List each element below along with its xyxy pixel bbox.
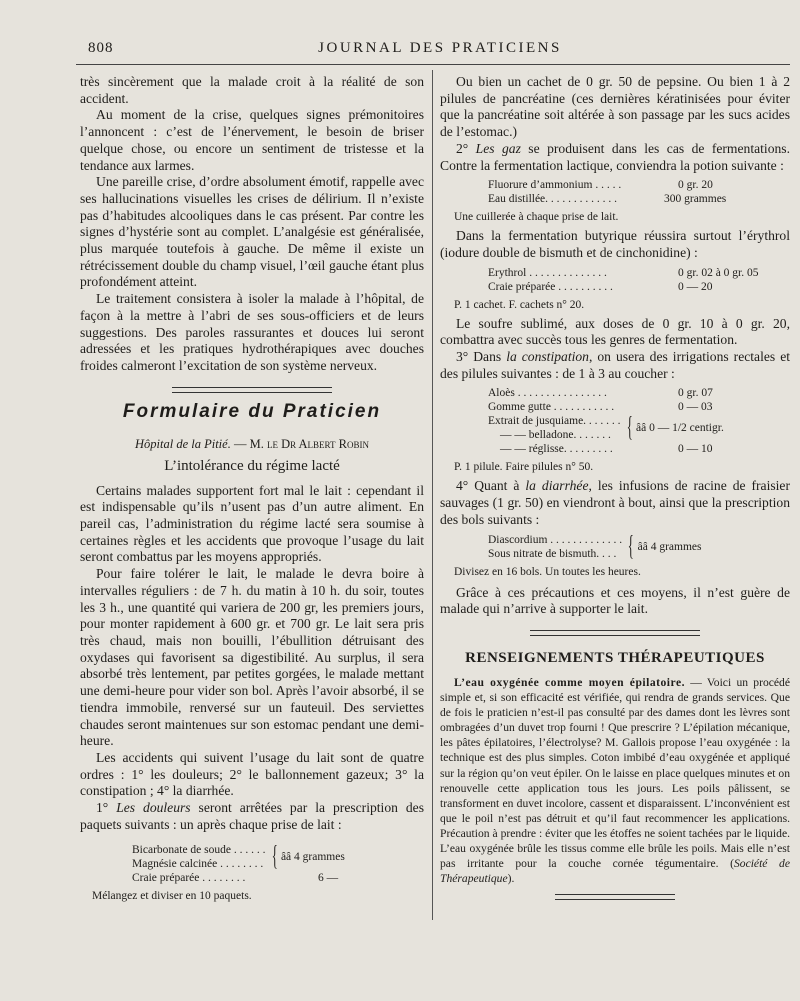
recipe-dose: 0 gr. 02 à 0 gr. 05 bbox=[678, 266, 759, 279]
recipe-row bbox=[488, 178, 790, 192]
recipe-row bbox=[488, 280, 790, 294]
recipe-item: — — réglisse. . . . . . . . . bbox=[500, 443, 613, 456]
section-rule bbox=[172, 387, 332, 393]
italic-run: la diarrhée bbox=[525, 478, 589, 494]
recipe-dose: 0 — 03 bbox=[678, 401, 713, 414]
note-lead: L’eau oxygénée comme moyen épilatoire. bbox=[454, 675, 685, 689]
recipe-erythrol bbox=[488, 266, 790, 294]
recipe-item: Gomme gutte . . . . . . . . . . . bbox=[488, 401, 615, 414]
paragraph: Une pareille crise, d’ordre absolument émotif, rappelle avec ses hallucinations visuelles les crises de délirium. Il n’existe pas d’habitudes alcooliques dans le cas présent. Par contre les signes d’hystérie sont au complet. L’analgésie est généralisée, plus marquée toutefois à gauche. De même il existe un rétrécissement double du champ visuel, l’œil gauche étant plus profondément atteint. bbox=[80, 174, 424, 290]
recipe-item: Magnésie calcinée . . . . . . . . bbox=[132, 858, 264, 871]
recipe-dose: 6 — bbox=[318, 872, 339, 885]
section-rule bbox=[530, 630, 700, 636]
recipe-item: Sous nitrate de bismuth. . . . bbox=[488, 547, 617, 560]
journal-title: JOURNAL DES PRATICIENS bbox=[318, 40, 562, 56]
recipe-row bbox=[488, 442, 790, 456]
note-end: ). bbox=[507, 872, 515, 886]
recipe-dose: ââ 4 grammes bbox=[637, 540, 702, 553]
recipe-dose: 300 grammes bbox=[664, 193, 727, 206]
recipe-row bbox=[488, 266, 790, 280]
recipe-item: — — belladone. . . . . . . bbox=[500, 429, 611, 442]
section-title-renseignements: RENSEIGNEMENTS THÉRAPEUTIQUES bbox=[465, 649, 765, 666]
recipe-dose: ââ 0 — 1/2 centigr. bbox=[636, 422, 724, 435]
hospital-line bbox=[80, 437, 424, 452]
brace-icon: { bbox=[271, 841, 278, 873]
hospital-author: — M. le Dr Albert Robin bbox=[230, 436, 369, 451]
brace-icon: { bbox=[626, 412, 633, 444]
recipe-note: Divisez en 16 bols. Un toutes les heures. bbox=[454, 565, 641, 578]
page-number: 808 bbox=[88, 40, 114, 56]
left-column bbox=[80, 74, 424, 907]
recipe-row bbox=[132, 871, 424, 885]
recipe-item: Eau distillée. . . . . . . . . . . . . bbox=[488, 193, 618, 206]
recipe-potion bbox=[488, 178, 790, 206]
recipe-note: Mélangez et diviser en 10 paquets. bbox=[92, 890, 252, 903]
note-source: Société de Thérapeutique bbox=[440, 857, 790, 886]
recipe-pilules bbox=[488, 386, 790, 456]
recipe-dose: 0 — 20 bbox=[678, 280, 713, 293]
paragraph: Le traitement consistera à isoler la malade à l’hôpital, de façon à la mettre à l’abri de ses sous-officiers et de leurs suggestions. Des paroles rassurantes et douces lui seront adressées et les pratiques hydrothérapiques avec douches froides calmeront l’excitation de son système nerveux. bbox=[80, 291, 424, 373]
paragraph: Pour faire tolérer le lait, le malade le devra boire à intervalles réguliers : de 7 h. du matin à 10 h. du soir, toutes les 3 h., une quantité qui variera de 200 gr, les premiers jours, pour monter rapidement à 600 gr. et 700 gr. Le lait sera pris très chaud, mais non bouilli, l’ébullition détruisant des oxydases qui favorisent sa digestibilité. Au surplus, il sera absorbé très lentement, par petites gorgées, le malade mettant une demi-heure pour vider son bol. Après l’avoir absorbé, il se tiendra immobile, renversé sur un fauteuil. Des serviettes chaudes seront maintenues sur son estomac pendant une demi-heure. bbox=[80, 566, 424, 749]
recipe-note: Une cuillerée à chaque prise de lait. bbox=[454, 211, 619, 224]
header-rule bbox=[76, 64, 790, 65]
recipe-item: Fluorure d’ammonium . . . . . bbox=[488, 179, 622, 192]
paragraph bbox=[80, 800, 424, 833]
paragraph bbox=[440, 141, 790, 174]
italic-run: Les gaz bbox=[475, 140, 521, 156]
italic-run: la constipation bbox=[506, 349, 589, 365]
paragraph: très sincèrement que la malade croit à la réalité de son accident. bbox=[80, 74, 424, 106]
recipe-item: Diascordium . . . . . . . . . . . . . bbox=[488, 533, 623, 546]
text-run: , on usera des irrigations rectales et des pilules suivantes : de 1 à 3 au coucher : bbox=[440, 349, 791, 381]
note-body: — Voici un procédé simple et, si son efficacité est vérifiée, qui rendra de grands services. Que de fois le praticien n’est-il pas consulté par des dames dont les lèvres sont ombragées d’un duvet trop fourni ! Que prescrire ? L’épilation mécanique, les pâtes épilatoires, l’électrolyse? M. Gallois propose l’eau oxygénée : la technique est des plus simples. Coton imbibé d’eau oxygénée et appliqué sur la région qu’on veut épiler. On le laisse en place quelques minutes et on renouvelle cette application tous les jours. Les poils pâlissent, se transforment en duvet incolore, cassent et disparaissent. L’inconvénient est que le poil n’est pas détruit et qu’il faut recommencer les applications. Précaution à prendre : éviter que les étoffes ne soient tachées par le liquide. L’eau oxygénée brûle les tissus comme elle brûle les poils. Mais elle n’est pas irritante pour la couche cornée tégumentaire. ( bbox=[440, 675, 790, 871]
section-rule bbox=[555, 894, 675, 900]
recipe-brace-group bbox=[488, 530, 790, 562]
recipe-brace-group bbox=[488, 414, 790, 442]
recipe-dose: ââ 4 grammes bbox=[280, 851, 345, 864]
brace-icon: { bbox=[627, 530, 634, 562]
paragraph: Les accidents qui suivent l’usage du lait sont de quatre ordres : 1° les douleurs; 2° le ballonnement gazeux; 3° la constipation ; 4° la diarrhée. bbox=[80, 749, 424, 799]
hospital-name: Hôpital de la Pitié. bbox=[135, 436, 231, 451]
recipe-dose: 0 gr. 07 bbox=[678, 387, 713, 400]
text-run: se produisent dans les cas de fermentations. Contre la fermentation lactique, conviendra la potion suivante : bbox=[440, 140, 790, 173]
recipe-dose: 0 — 10 bbox=[678, 443, 713, 456]
article-title: L’intolérance du régime lacté bbox=[164, 457, 340, 474]
recipe-paquets bbox=[132, 843, 424, 885]
recipe-item: Craie préparée . . . . . . . . . . bbox=[488, 280, 613, 293]
column-divider bbox=[432, 70, 433, 920]
paragraph bbox=[440, 478, 790, 528]
text-run: 3° Dans bbox=[456, 349, 507, 365]
paragraph: Dans la fermentation butyrique réussira surtout l’érythrol (iodure double de bismuth et de cinchonidine) : bbox=[440, 228, 790, 260]
recipe-note: P. 1 cachet. F. cachets n° 20. bbox=[454, 298, 585, 311]
recipe-brace-group bbox=[132, 843, 424, 871]
paragraph: Certains malades supportent fort mal le lait : cependant il est indispensable qu’ils n’usent pas d’un autre aliment. En pareil cas, l’administration du régime lacté sera soumise à certaines règles et les accidents que provoque l’usage du lait seront combattus par les moyens appropriés. bbox=[80, 482, 424, 565]
recipe-item: Craie préparée . . . . . . . . bbox=[132, 872, 246, 885]
text-run: 1° bbox=[96, 800, 117, 816]
paragraph: Le soufre sublimé, aux doses de 0 gr. 10 à 0 gr. 20, combattra avec succès tous les genres de fermentation. bbox=[440, 315, 790, 348]
recipe-item: Erythrol . . . . . . . . . . . . . . bbox=[488, 266, 607, 279]
therapeutic-note bbox=[440, 675, 790, 886]
text-run: 2° bbox=[456, 140, 476, 156]
recipe-row bbox=[488, 192, 790, 206]
recipe-note: P. 1 pilule. Faire pilules n° 50. bbox=[454, 461, 594, 474]
text-run: seront arrêtées par la prescription des paquets suivants : un après chaque prise de lait : bbox=[80, 800, 424, 832]
section-title-formulaire: Formulaire du Praticien bbox=[122, 400, 382, 422]
recipe-item: Bicarbonate de soude . . . . . . bbox=[132, 844, 266, 857]
recipe-row bbox=[488, 386, 790, 400]
recipe-item: Aloès . . . . . . . . . . . . . . . . bbox=[488, 387, 607, 400]
recipe-bols bbox=[488, 530, 790, 562]
paragraph: Ou bien un cachet de 0 gr. 50 de pepsine. Ou bien 1 à 2 pilules de pancréatine (ces dernières kératinisées pour éviter que la pancréatine soit altérée à son passage par les sucs acides de l’estomac.) bbox=[440, 74, 790, 140]
text-run: 4° Quant à bbox=[456, 478, 526, 494]
recipe-row bbox=[488, 400, 790, 414]
text-run: , les infusions de racine de fraisier sauvages (1 gr. 50) en viendront à bout, ainsi que la prescription des bols suivants : bbox=[440, 478, 790, 527]
recipe-dose: 0 gr. 20 bbox=[678, 179, 713, 192]
paragraph: Au moment de la crise, quelques signes prémonitoires l’annoncent : c’est de l’énervement, le besoin de briser quelque chose, ou encore un sentiment de tristesse et la tendance aux larmes. bbox=[80, 107, 424, 173]
italic-run: Les douleurs bbox=[116, 800, 191, 816]
paragraph: Grâce à ces précautions et ces moyens, il n’est guère de malade qui n’arrive à supporter le lait. bbox=[440, 584, 790, 617]
recipe-item: Extrait de jusquiame. . . . . . . bbox=[488, 415, 621, 428]
right-column bbox=[440, 74, 790, 900]
paragraph bbox=[440, 349, 790, 382]
